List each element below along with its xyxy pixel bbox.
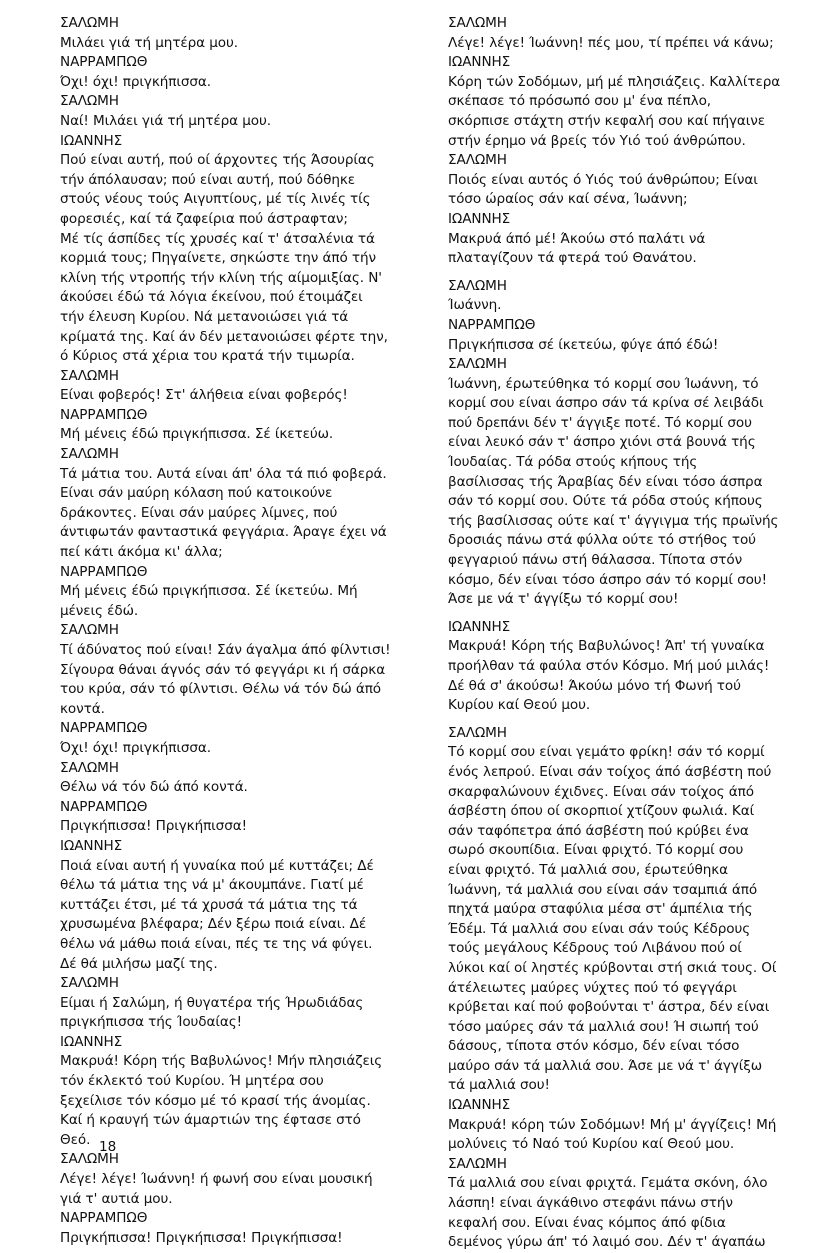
- speaker-name: ΝΑΡΡΑΜΠΩΘ: [60, 720, 148, 737]
- speaker-name: ΝΑΡΡΑΜΠΩΘ: [60, 798, 148, 815]
- speaker-name: ΙΩΑΝΝΗΣ: [60, 837, 123, 854]
- dialogue-line: πριγκήπισσα τής Ίουδαίας!: [60, 1014, 242, 1031]
- dialogue-line: δράκοντες. Είναι σάν μαύρες λίμνες, πού: [60, 504, 338, 521]
- dialogue-line: Μιλάει γιά τή μητέρα μου.: [60, 34, 239, 51]
- dialogue-line: κορμιά τους; Πηγαίνετε, σηκώστε την άπό τήν: [60, 250, 376, 267]
- dialogue-line: μένεις έδώ.: [60, 602, 139, 619]
- dialogue-line: Μακρυά! Κόρη τής Βαβυλώνος! Μήν πλησιάζεις: [60, 1053, 383, 1070]
- speaker-name: ΣΑΛΩΜΗ: [448, 277, 507, 294]
- page-number: 18: [99, 1139, 117, 1155]
- dialogue-line: άντιφωτάν φανταστικά φεγγάρια. Άραγε έχει νά: [60, 524, 387, 541]
- dialogue-line: στούς νέους τούς Αιγυπτίους, μέ τίς λινές τίς: [60, 191, 371, 208]
- dialogue-line: άκούσει έδώ τά λόγια έκείνου, πού έτοιμάζει: [60, 289, 363, 306]
- dialogue-line: σκόρπισε στάχτη στήν κεφαλή σου καί πήγαινε: [448, 112, 766, 129]
- dialogue-line: ένός λεπρού. Είναι σάν τοίχος άπό άσβέστη πού: [448, 763, 772, 780]
- dialogue-line: κυττάζει έτσι, μέ τά χρυσά τά μάτια της τά: [60, 896, 358, 913]
- right-column: [448, 14, 793, 1253]
- speaker-name: ΣΑΛΩΜΗ: [448, 724, 507, 741]
- dialogue-line: Όχι! όχι! πριγκήπισσα.: [60, 739, 211, 756]
- dialogue-line: Ναί! Μιλάει γιά τή μητέρα μου.: [60, 112, 272, 129]
- speaker-name: ΣΑΛΩΜΗ: [60, 622, 119, 639]
- dialogue-line: σκαρφαλώνουν έχιδνες. Είναι σάν τοίχος άπό: [448, 783, 754, 800]
- dialogue-line: Μή μένεις έδώ πριγκήπισσα. Σέ ίκετεύω. Μή: [60, 583, 358, 600]
- dialogue-line: Ποιός είναι αυτός ό Υιός τού άνθρώπου; Είναι: [448, 171, 758, 188]
- dialogue-line: Μακρυά! κόρη τών Σοδόμων! Μή μ' άγγίζεις! Μή: [448, 1116, 777, 1133]
- dialogue-line: Είναι σάν μαύρη κόλαση πού κατοικούνε: [60, 485, 333, 502]
- dialogue-line: πηχτά μαύρα σταφύλια μέσα στ' άμπέλια τής: [448, 901, 753, 918]
- speaker-name: ΣΑΛΩΜΗ: [60, 446, 119, 463]
- dialogue-line: Ίωάννη, τά μαλλιά σου είναι σάν τσαμπιά άπό: [448, 881, 758, 898]
- dialogue-line: Δέ θά μιλήσω μαζί της.: [60, 955, 218, 972]
- dialogue-line: πού δρεπάνι δέν τ' άγγιξε ποτέ. Τό κορμί σου: [448, 414, 752, 431]
- dialogue-line: δάσους, τίποτα στόν κόσμο, δέν είναι τόσο: [448, 1038, 740, 1055]
- dialogue-line: προήλθαν τά φαύλα στόν Κόσμο. Μή μού μιλάς!: [448, 658, 770, 674]
- dialogue-line: Θεό.: [60, 1131, 91, 1148]
- dialogue-line: Είναι φοβερός! Στ' άλήθεια είναι φοβερός!: [60, 387, 348, 404]
- speaker-name: ΙΩΑΝΝΗΣ: [60, 132, 123, 149]
- speaker-name: ΙΩΑΝΝΗΣ: [448, 54, 511, 71]
- dialogue-line: γιά τ' αυτιά μου.: [60, 1190, 173, 1207]
- dialogue-line: βασίλισσας τής Άραβίας δέν είναι τόσο άσπρα: [448, 473, 763, 490]
- speaker-name: ΝΑΡΡΑΜΠΩΘ: [60, 54, 148, 71]
- dialogue-line: Κόρη τών Σοδόμων, μή μέ πλησιάζεις. Καλλίτερα: [448, 73, 781, 90]
- dialogue-line: Πριγκήπισσα σέ ίκετεύω, φύγε άπό έδώ!: [448, 336, 719, 353]
- dialogue-line: σκέπασε τό πρόσωπό σου μ' ένα πέπλο,: [448, 93, 712, 110]
- speaker-name: ΙΩΑΝΝΗΣ: [448, 618, 511, 635]
- speaker-name: ΝΑΡΡΑΜΠΩΘ: [60, 563, 148, 580]
- dialogue-line: Ίουδαίας. Τά ρόδα στούς κήπους τής: [448, 454, 698, 471]
- dialogue-line: Λέγε! λέγε! Ίωάννη! ή φωνή σου είναι μουσική: [60, 1171, 373, 1188]
- dialogue-line: άτέλειωτες μαύρες νύχτες πού τό φεγγάρι: [448, 979, 737, 996]
- dialogue-line: δεμένος γύρω άπ' τό λαιμό σου. Δέν τ' άγαπάω: [448, 1234, 766, 1251]
- dialogue-line: Όχι! όχι! πριγκήπισσα.: [60, 73, 211, 90]
- speaker-name: ΙΩΑΝΝΗΣ: [448, 210, 511, 227]
- dialogue-line: Θέλω νά τόν δώ άπό κοντά.: [60, 779, 248, 796]
- dialogue-line: κρύβεται καί πού φοβούνται τ' άστρα, δέν είναι: [448, 999, 770, 1016]
- left-column: [60, 14, 410, 1248]
- dialogue-line: σάν τό κορμί σου. Ούτε τά ρόδα στούς κήπους: [448, 493, 763, 510]
- dialogue-line: Δέ θά σ' άκούσω! Άκούω μόνο τή Φωνή τού: [448, 677, 741, 694]
- dialogue-line: είναι φριχτό. Τά μαλλιά σου, έρωτεύθηκα: [448, 861, 728, 878]
- dialogue-line: τόν έκλεκτό τού Κυρίου. Ή μητέρα σου: [60, 1073, 324, 1090]
- dialogue-line: δροσιάς πάνω στά φύλλα ούτε τό στήθος τού: [448, 532, 756, 549]
- speaker-name: ΝΑΡΡΑΜΠΩΘ: [448, 316, 536, 333]
- dialogue-line: του κρύα, σάν τό φίλντισι. Θέλω νά τόν δώ άπό: [60, 681, 382, 698]
- dialogue-line: Μέ τίς άσπίδες τίς χρυσές καί τ' άτσαλένια τά: [60, 230, 375, 247]
- dialogue-line: λύκοι καί οί ληστές κρύβονται στή σκιά τους. Οί: [448, 959, 777, 976]
- speaker-name: ΣΑΛΩΜΗ: [60, 1151, 119, 1168]
- dialogue-line: κλίνη τής ντροπής τήν κλίνη τής αίμομιξίας. Ν': [60, 269, 382, 286]
- dialogue-line: πεί κάτι άκόμα κι' άλλα;: [60, 544, 223, 561]
- dialogue-line: ό Κύριος στά χέρια του κρατά τήν τιμωρία.: [60, 348, 355, 365]
- dialogue-line: χρυσωμένα βλέφαρα; Δέν ξέρω ποιά είναι. Δέ: [60, 916, 367, 933]
- dialogue-line: τής βασίλισσας ούτε καί τ' άγγιγμα τής πρωϊνής: [448, 512, 779, 529]
- dialogue-line: κόσμο, δέν είναι τόσο άσπρο σάν τό κορμί σου!: [448, 571, 767, 588]
- dialogue-line: μολύνεις τό Ναό τού Κυρίου καί Θεού μου.: [448, 1136, 735, 1153]
- dialogue-line: φεγγαριού πάνω στή θάλασσα. Τίποτα στόν: [448, 552, 743, 569]
- dialogue-line: στήν έρημο νά βρείς τόν Υιό τού άνθρώπου.: [448, 132, 746, 149]
- speaker-name: ΣΑΛΩΜΗ: [60, 975, 119, 992]
- dialogue-line: Τό κορμί σου είναι γεμάτο φρίκη! σάν τό κορμί: [448, 744, 765, 761]
- dialogue-line: Ίωάννη.: [448, 297, 502, 314]
- dialogue-line: Πριγκήπισσα! Πριγκήπισσα!: [60, 818, 247, 835]
- speaker-name: ΣΑΛΩΜΗ: [60, 367, 119, 384]
- dialogue-line: Κυρίου καί Θεού μου.: [448, 697, 591, 714]
- speaker-name: ΝΑΡΡΑΜΠΩΘ: [60, 1210, 148, 1227]
- dialogue-line: Είμαι ή Σαλώμη, ή θυγατέρα τής Ήρωδιάδας: [60, 994, 364, 1011]
- dialogue-line: Έδέμ. Τά μαλλιά σου είναι σάν τούς Κέδρους: [448, 920, 751, 937]
- dialogue-line: είναι λευκό σάν τ' άσπρο χιόνι στά βουνά τής: [448, 434, 756, 451]
- dialogue-line: Πριγκήπισσα! Πριγκήπισσα! Πριγκήπισσα!: [60, 1229, 343, 1246]
- dialogue-line: Καί ή κραυγή τών άμαρτιών της έφτασε στό: [60, 1112, 361, 1129]
- dialogue-line: Άσε με νά τ' άγγίξω τό κορμί σου!: [448, 591, 679, 608]
- dialogue-line: Ίωάννη, έρωτεύθηκα τό κορμί σου Ίωάννη, τό: [448, 375, 759, 392]
- dialogue-line: άσβέστη όπου οί σκορπιοί χτίζουν φωλιά. Καί: [448, 803, 755, 820]
- speaker-name: ΣΑΛΩΜΗ: [60, 93, 119, 110]
- dialogue-line: Σίγουρα θάναι άγνός σάν τό φεγγάρι κι ή σάρκα: [60, 661, 386, 678]
- dialogue-line: κεφαλή σου. Είναι ένας κόμπος άπό φίδια: [448, 1214, 726, 1231]
- speaker-name: ΙΩΑΝΝΗΣ: [448, 1097, 511, 1114]
- speaker-name: ΣΑΛΩΜΗ: [448, 152, 507, 169]
- dialogue-line: Μακρυά άπό μέ! Άκούω στό παλάτι νά: [448, 230, 706, 247]
- dialogue-line: τήν άπόλαυσαν; πού είναι αυτή, πού δόθηκε: [60, 171, 356, 188]
- dialogue-line: σάν ταφόπετρα άπό άσβέστη πού κρύβει ένα: [448, 822, 749, 839]
- dialogue-line: Τά μαλλιά σου είναι φριχτά. Γεμάτα σκόνη, όλο: [448, 1175, 768, 1192]
- dialogue-line: μαύρο σάν τά μαλλιά σου. Άσε με νά τ' άγγίξω: [448, 1057, 763, 1074]
- dialogue-line: θέλω τά μάτια της νά μ' άκουμπάνε. Γιατί μέ: [60, 877, 364, 894]
- dialogue-line: Λέγε! λέγε! Ίωάννη! πές μου, τί πρέπει νά κάνω;: [448, 34, 774, 51]
- dialogue-line: Πού είναι αυτή, πού οί άρχοντες τής Άσουρίας: [60, 152, 375, 169]
- dialogue-line: κορμί σου είναι άσπρο σάν τά κρίνα σέ λειβάδι: [448, 395, 764, 412]
- dialogue-line: τόσο μαύρες σάν τά μαλλιά σου! Ή σιωπή τού: [448, 1018, 759, 1035]
- dialogue-line: τούς μεγάλους Κέδρους τού Λιβάνου πού οί: [448, 940, 742, 957]
- dialogue-line: Τά μάτια του. Αυτά είναι άπ' όλα τά πιό φοβερά.: [60, 465, 387, 482]
- speaker-name: ΙΩΑΝΝΗΣ: [60, 1033, 123, 1050]
- dialogue-line: Τί άδύνατος πού είναι! Σάν άγαλμα άπό φίλντισι!: [60, 642, 391, 658]
- speaker-name: ΣΑΛΩΜΗ: [448, 356, 507, 373]
- speaker-name: ΝΑΡΡΑΜΠΩΘ: [60, 406, 148, 423]
- speaker-name: ΣΑΛΩΜΗ: [60, 15, 119, 31]
- dialogue-line: πλαταγίζουν τά φτερά τού Θανάτου.: [448, 250, 697, 267]
- speaker-name: ΣΑΛΩΜΗ: [448, 1155, 507, 1172]
- dialogue-line: φορεσιές, καί τά ζαφείρια πού άστραφταν;: [60, 210, 348, 227]
- dialogue-line: τόσο ώραίος σάν καί σένα, Ίωάννη;: [448, 191, 688, 208]
- dialogue-line: τήν έλευση Κυρίου. Νά μετανοιώσει γιά τά: [60, 308, 349, 325]
- speaker-name: ΣΑΛΩΜΗ: [60, 759, 119, 776]
- speaker-name: ΣΑΛΩΜΗ: [448, 15, 507, 31]
- dialogue-line: ξεχείλισε τόν κόσμο μέ τό κρασί τής άνομίας.: [60, 1092, 371, 1109]
- dialogue-line: Μακρυά! Κόρη τής Βαβυλώνος! Άπ' τή γυναίκα: [448, 638, 765, 655]
- dialogue-line: σωρό σκουπίδια. Είναι φριχτό. Τό κορμί σου: [448, 842, 744, 859]
- dialogue-line: Ποιά είναι αυτή ή γυναίκα πού μέ κυττάζει; Δέ: [60, 857, 374, 874]
- dialogue-line: κοντά.: [60, 700, 105, 717]
- dialogue-line: τά μαλλιά σου!: [448, 1077, 550, 1094]
- dialogue-line: θέλω νά μάθω ποιά είναι, πές τε της νά φύγει.: [60, 935, 373, 952]
- dialogue-line: λάσπη! είναι άγκάθινο στεφάνι πάνω στήν: [448, 1195, 733, 1212]
- dialogue-line: κρίματά της. Καί άν δέν μετανοιώσει φέρτε την,: [60, 328, 388, 345]
- dialogue-line: Μή μένεις έδώ πριγκήπισσα. Σέ ίκετεύω.: [60, 426, 334, 443]
